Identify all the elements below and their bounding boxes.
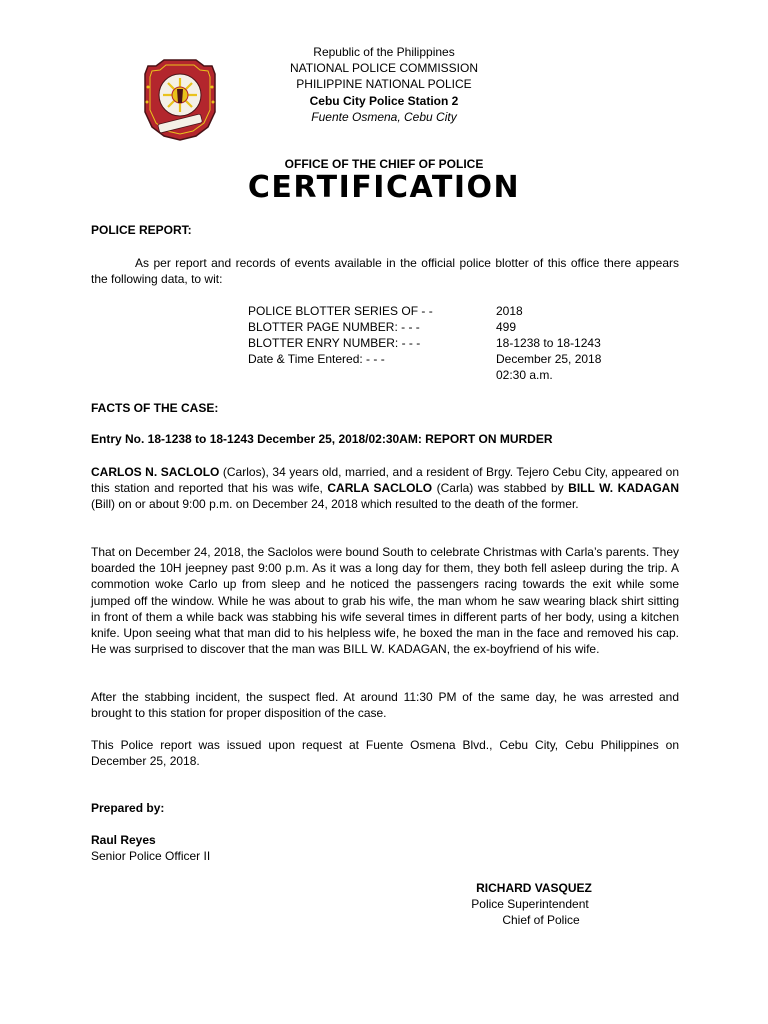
- blotter-value: 2018: [496, 304, 523, 318]
- facts-label: FACTS OF THE CASE:: [91, 401, 219, 415]
- blotter-value: 18-1238 to 18-1243: [496, 336, 601, 350]
- letterhead: [268, 44, 500, 125]
- chief-name: RICHARD VASQUEZ: [476, 881, 592, 895]
- blotter-label: BLOTTER ENRY NUMBER: - - -: [248, 336, 421, 350]
- header-napolcom: NATIONAL POLICE COMMISSION: [289, 61, 479, 76]
- report-paragraph-4: This Police report was issued upon request at Fuente Osmena Blvd., Cebu City, Cebu Philippines on December 25, 2018.: [91, 738, 679, 769]
- report-paragraph-3: After the stabbing incident, the suspect fled. At around 11:30 PM of the same day, he was arrested and brought to this station for proper disposition of the case.: [91, 690, 679, 721]
- preparer-name: Raul Reyes: [91, 833, 156, 847]
- blotter-label: Date & Time Entered: - - -: [248, 352, 385, 366]
- blotter-row: [248, 351, 626, 367]
- blotter-value: 02:30 a.m.: [496, 368, 553, 382]
- victim-name: CARLA SACLOLO: [327, 481, 433, 496]
- header-station: Cebu City Police Station 2: [309, 93, 459, 108]
- chief-signature-block: [440, 880, 620, 929]
- header-republic: Republic of the Philippines: [313, 45, 455, 59]
- blotter-value: December 25, 2018: [496, 352, 602, 366]
- prepared-by-label: Prepared by:: [91, 801, 165, 815]
- police-report-label: POLICE REPORT:: [91, 223, 192, 237]
- complainant-name: CARLOS N. SACLOLO: [91, 465, 220, 479]
- blotter-row: [248, 335, 626, 351]
- para1-text-2: (Carla) was stabbed by: [432, 481, 569, 496]
- office-heading: OFFICE OF THE CHIEF OF POLICE: [284, 157, 484, 171]
- blotter-row: [248, 319, 626, 335]
- suspect-name: BILL W. KADAGAN: [568, 481, 679, 496]
- chief-title: Police Superintendent: [471, 897, 589, 912]
- header-pnp: PHILIPPINE NATIONAL POLICE: [296, 77, 472, 92]
- report-paragraph-1: [91, 464, 679, 513]
- para1-text-1: (Carlos), 34 years old, married, and a resident of Brgy. Tejero Cebu City, appeared on this station and reported that his was wife,: [91, 465, 680, 496]
- blotter-table: [248, 303, 626, 383]
- preparer-title: Senior Police Officer II: [91, 849, 211, 864]
- pnp-seal-logo: [142, 57, 218, 141]
- blotter-row: [248, 367, 626, 383]
- para1-text-3: (Bill) on or about 9:00 p.m. on December 24, 2018 which resulted to the death of the former.: [91, 497, 579, 512]
- document-title: CERTIFICATION: [247, 170, 521, 205]
- blotter-label: [248, 367, 496, 383]
- blotter-value: 499: [496, 320, 517, 334]
- report-paragraph-2: That on December 24, 2018, the Saclolos were bound South to celebrate Christmas with Carla’s parents. They boarded the 10H jeepney past 9:00 p.m. As it was a long day for them, they both fell asleep during the trip. A commotion woke Carlo up from sleep and he noticed the passengers racing towards the exit while some jumped off the window. While he was about to grab his wife, the man whom he saw wearing black shirt sitting in front of them a while back was stabbing his wife several times in different parts of her body, using a kitchen knife. Upon seeing what that man did to his helpless wife, he boxed the man in the face and removed his cap. He was surprised to discover that the man was BILL W. KADAGAN, the ex-boyfriend of his wife.: [91, 545, 679, 657]
- chief-position: Chief of Police: [502, 913, 580, 928]
- preparer-signature-block: [91, 832, 210, 864]
- blotter-row: [248, 303, 626, 319]
- intro-paragraph: As per report and records of events available in the official police blotter of this office there appears the following data, to wit:: [91, 256, 679, 287]
- blotter-label: BLOTTER PAGE NUMBER: - - -: [248, 320, 420, 334]
- header-location: Fuente Osmena, Cebu City: [311, 109, 457, 124]
- entry-line: Entry No. 18-1238 to 18-1243 December 25, 2018/02:30AM: REPORT ON MURDER: [91, 432, 553, 446]
- blotter-label: POLICE BLOTTER SERIES OF - -: [248, 304, 433, 318]
